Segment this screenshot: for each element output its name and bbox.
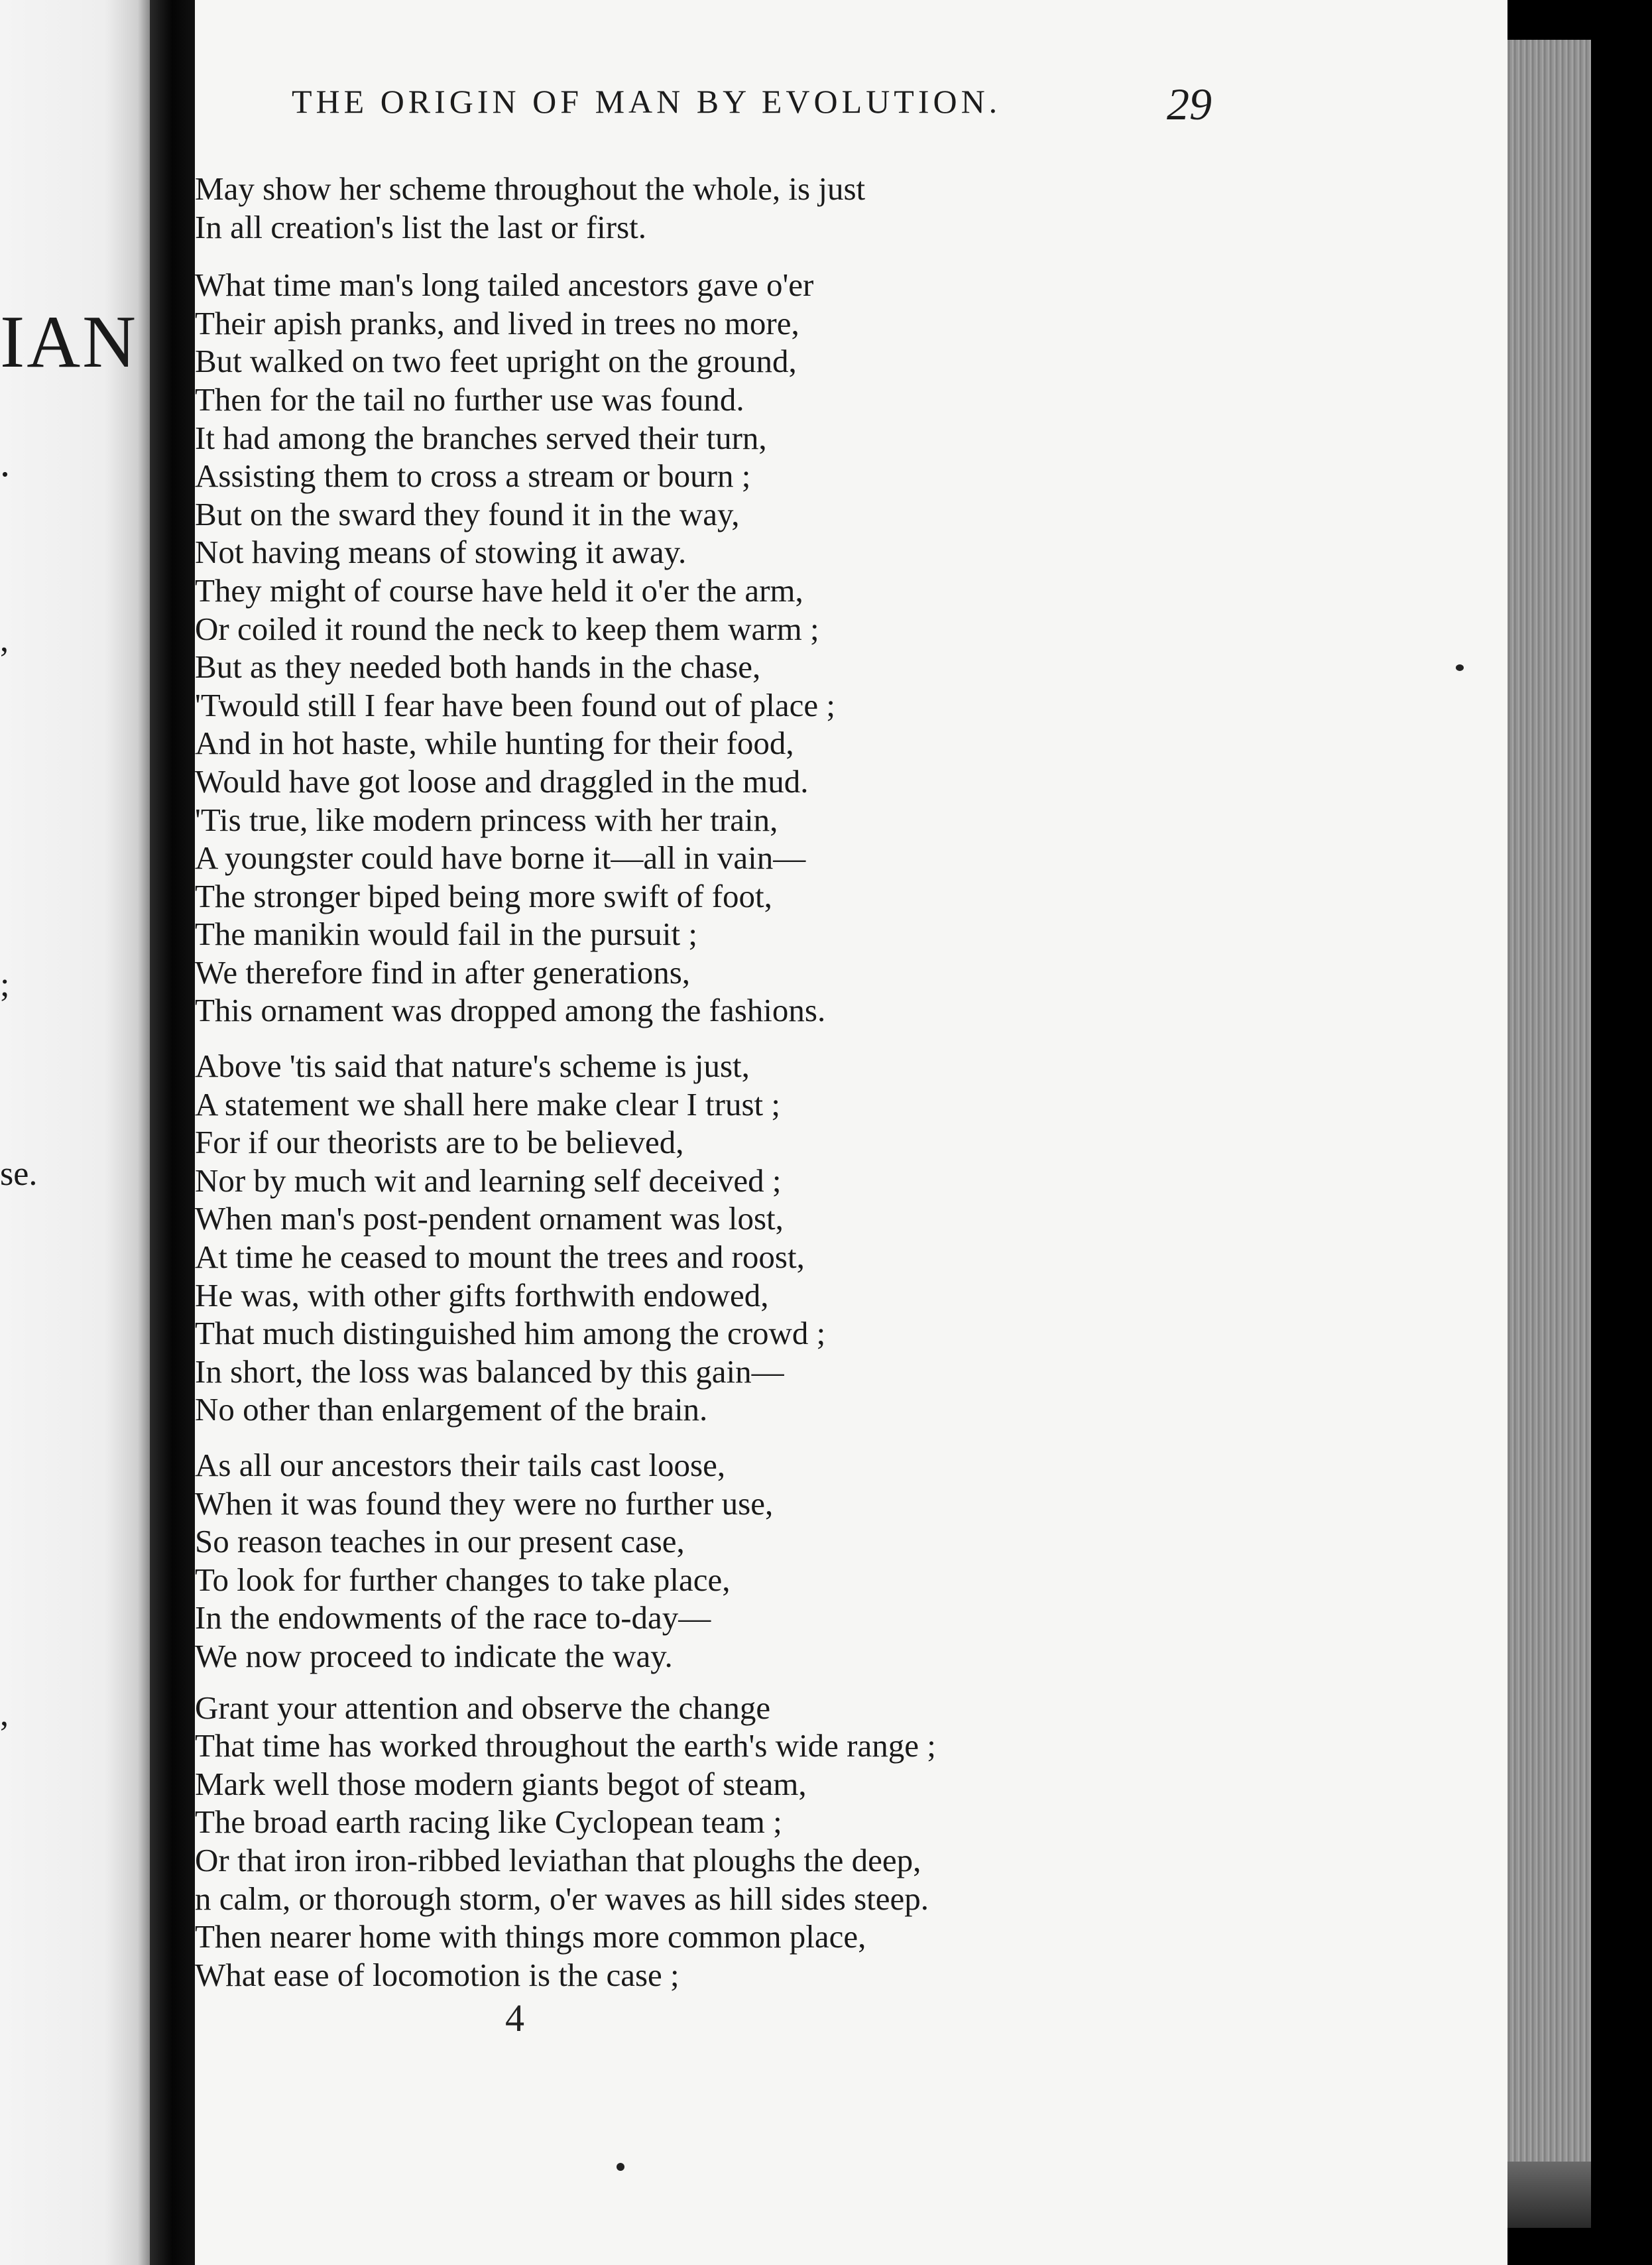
left-page-text-fragment: se.	[0, 1155, 38, 1193]
poem-line: Would have got loose and draggled in the mud.	[195, 763, 809, 800]
stanza	[195, 1047, 1494, 1429]
poem-line: n calm, or thorough storm, o'er waves as hill sides steep.	[195, 1880, 929, 1917]
poem-line: That much distinguished him among the crowd ;	[195, 1315, 826, 1352]
poem-line: To look for further changes to take place,	[195, 1561, 731, 1598]
poem-body	[195, 170, 1494, 1994]
poem-line: This ornament was dropped among the fashions.	[195, 992, 826, 1029]
poem-line: When it was found they were no further use,	[195, 1485, 774, 1522]
right-page	[195, 0, 1507, 2265]
page-edges-stack	[1505, 40, 1591, 2228]
poem-line: A youngster could have borne it—all in vain—	[195, 839, 806, 877]
poem-line: May show her scheme throughout the whole, is just	[195, 170, 866, 207]
poem-line: Above 'tis said that nature's scheme is just,	[195, 1048, 750, 1085]
poem-line: The stronger biped being more swift of foot,	[195, 877, 772, 914]
poem-line: Their apish pranks, and lived in trees no more,	[195, 304, 799, 341]
poem-line: When man's post-pendent ornament was lost,	[195, 1200, 784, 1237]
poem-line: A statement we shall here make clear I trust ;	[195, 1085, 781, 1123]
poem-line: The manikin would fail in the pursuit ;	[195, 916, 698, 953]
signature-mark: 4	[505, 1996, 524, 2040]
poem-line: For if our theorists are to be believed,	[195, 1124, 684, 1161]
poem-line: As all our ancestors their tails cast loose,	[195, 1447, 726, 1483]
poem-line: In the endowments of the race to-day—	[195, 1599, 711, 1636]
poem-line: We therefore find in after generations,	[195, 953, 691, 991]
page-number: 29	[1167, 79, 1212, 129]
poem-line: Not having means of stowing it away.	[195, 534, 687, 571]
running-head: THE ORIGIN OF MAN BY EVOLUTION.	[292, 83, 1002, 120]
poem-line: What time man's long tailed ancestors gave o'er	[195, 267, 814, 304]
poem-line: But walked on two feet upright on the ground,	[195, 343, 797, 380]
book-binding-gutter	[150, 0, 195, 2265]
stanza	[195, 1446, 1494, 1676]
poem-line: Mark well those modern giants begot of steam,	[195, 1765, 807, 1802]
poem-line: At time he ceased to mount the trees and roost,	[195, 1239, 805, 1276]
left-page-title-fragment: IAN	[0, 301, 139, 383]
poem-line: Or coiled it round the neck to keep them warm ;	[195, 610, 819, 647]
poem-line: Or that iron iron-ribbed leviathan that ploughs the deep,	[195, 1841, 921, 1878]
left-page-text-fragment: ;	[0, 966, 10, 1004]
poem-line: 'Twould still I fear have been found out of place ;	[195, 686, 836, 723]
poem-line: And in hot haste, while hunting for their food,	[195, 725, 794, 762]
poem-line: Then for the tail no further use was found.	[195, 381, 744, 418]
poem-line: We now proceed to indicate the way.	[195, 1637, 673, 1674]
ink-speck	[1456, 664, 1464, 671]
poem-line: The broad earth racing like Cyclopean team ;	[195, 1804, 782, 1841]
left-page-text-fragment: ,	[0, 1695, 9, 1733]
ink-speck	[617, 2163, 624, 2171]
poem-line: Assisting them to cross a stream or bourn ;	[195, 458, 751, 495]
poem-line: But on the sward they found it in the way,	[195, 495, 740, 532]
poem-line: But as they needed both hands in the chase,	[195, 648, 761, 686]
left-page-text-fragment: ,	[0, 621, 9, 659]
left-page-text-fragment: .	[0, 441, 10, 485]
left-facing-page	[0, 0, 150, 2265]
poem-line: He was, with other gifts forthwith endowed,	[195, 1276, 769, 1314]
poem-line: It had among the branches served their turn,	[195, 419, 767, 456]
poem-line: Grant your attention and observe the change	[195, 1689, 771, 1726]
poem-line: What ease of locomotion is the case ;	[195, 1956, 679, 1993]
poem-line: In short, the loss was balanced by this gain—	[195, 1353, 784, 1390]
poem-line: They might of course have held it o'er the arm,	[195, 572, 803, 609]
poem-line: That time has worked throughout the earth's wide range ;	[195, 1727, 936, 1764]
poem-line: 'Tis true, like modern princess with her train,	[195, 801, 778, 838]
poem-line: In all creation's list the last or first.	[195, 208, 647, 245]
poem-line: No other than enlargement of the brain.	[195, 1391, 708, 1428]
poem-line: So reason teaches in our present case,	[195, 1523, 685, 1560]
stanza	[195, 1689, 1494, 1994]
poem-line: Then nearer home with things more common place,	[195, 1918, 866, 1955]
stanza	[195, 266, 1494, 1030]
poem-line: Nor by much wit and learning self deceived ;	[195, 1162, 782, 1199]
stanza	[195, 170, 1494, 246]
